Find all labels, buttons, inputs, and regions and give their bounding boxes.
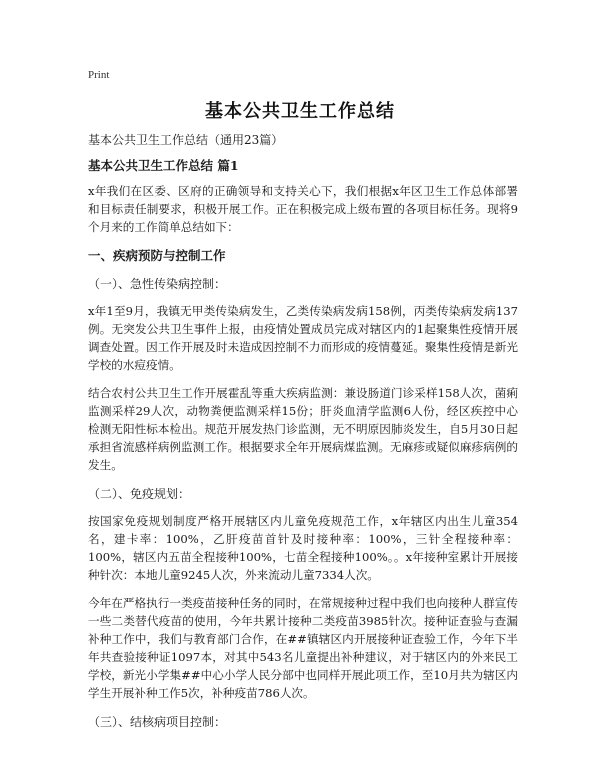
paragraph-immunization-rates: 按国家免疫规划制度严格开展辖区内儿童免疫规范工作，x年辖区内出生儿童354名，建卡率：100%，乙肝疫苗首针及时接种率：100%，三针全程接种率：100%，辖区内五苗全程接种100%，七苗全程接种100%。。x年接种室累计开展接种针次：本地儿童9245人次，外来流动儿童7334人次。	[88, 514, 518, 582]
intro-paragraph: x年我们在区委、区府的正确领导和支持关心下，我们根据x年区卫生工作总体部署和目标责任制要求，积极开展工作。正在积极完成上级布置的各项目标任务。现将9个月来的工作简单总结如下：	[88, 184, 518, 234]
document-body	[88, 130, 518, 740]
subheading-immunization: （二）、免疫规划：	[88, 487, 191, 501]
section-title: 基本公共卫生工作总结 篇1	[88, 158, 239, 173]
subheading-tuberculosis: （三）、结核病项目控制：	[88, 715, 227, 729]
document-subtitle: 基本公共卫生工作总结（通用23篇）	[88, 133, 284, 147]
page-title: 基本公共卫生工作总结	[205, 101, 395, 122]
paragraph-surveillance: 结合农村公共卫生工作开展霍乱等重大疾病监测：兼设肠道门诊采样158人次，菌痢监测采样29人次，动物粪便监测采样15份；肝炎血清学监测6人份，经区疾控中心检测无阳性标本检出。规范开展发热门诊监测，无不明原因肺炎发生，自5月30日起承担省流感样病例监测工作。根据要求全年开展病煤监测。无麻疹或疑似麻疹病例的发生。	[88, 386, 518, 472]
heading-disease-control: 一、疾病预防与控制工作	[88, 248, 226, 263]
print-label[interactable]: Print	[88, 69, 110, 81]
paragraph-infectious-cases: x年1至9月，我镇无甲类传染病发生，乙类传染病发病158例，丙类传染病发病137例。无突发公共卫生事件上报，由疫情处置成员完成对辖区内的1起聚集性疫情开展调查处置。因工作开展及时未造成因控制不力而形成的疫情蔓延。聚集性疫情是新光学校的水痘疫情。	[88, 304, 518, 372]
paragraph-vaccine-checks: 今年在严格执行一类疫苗接种任务的同时，在常规接种过程中我们也向接种人群宣传一些二类替代疫苗的使用，今年共累计接种二类疫苗3985针次。接种证查验与查漏补种工作中，我们与教育部门合作，在##镇辖区内开展接种证查验工作，今年下半年共查验接种证1097本，对其中543名儿童提出补种建议，对于辖区内的外来民工学校，新光小学集##中心小学人民分部中也同样开展此项工作，至10月共为辖区内学生开展补种工作5次，补种疫苗786人次。	[88, 596, 518, 700]
subheading-acute-infectious: （一）、急性传染病控制：	[88, 277, 227, 291]
